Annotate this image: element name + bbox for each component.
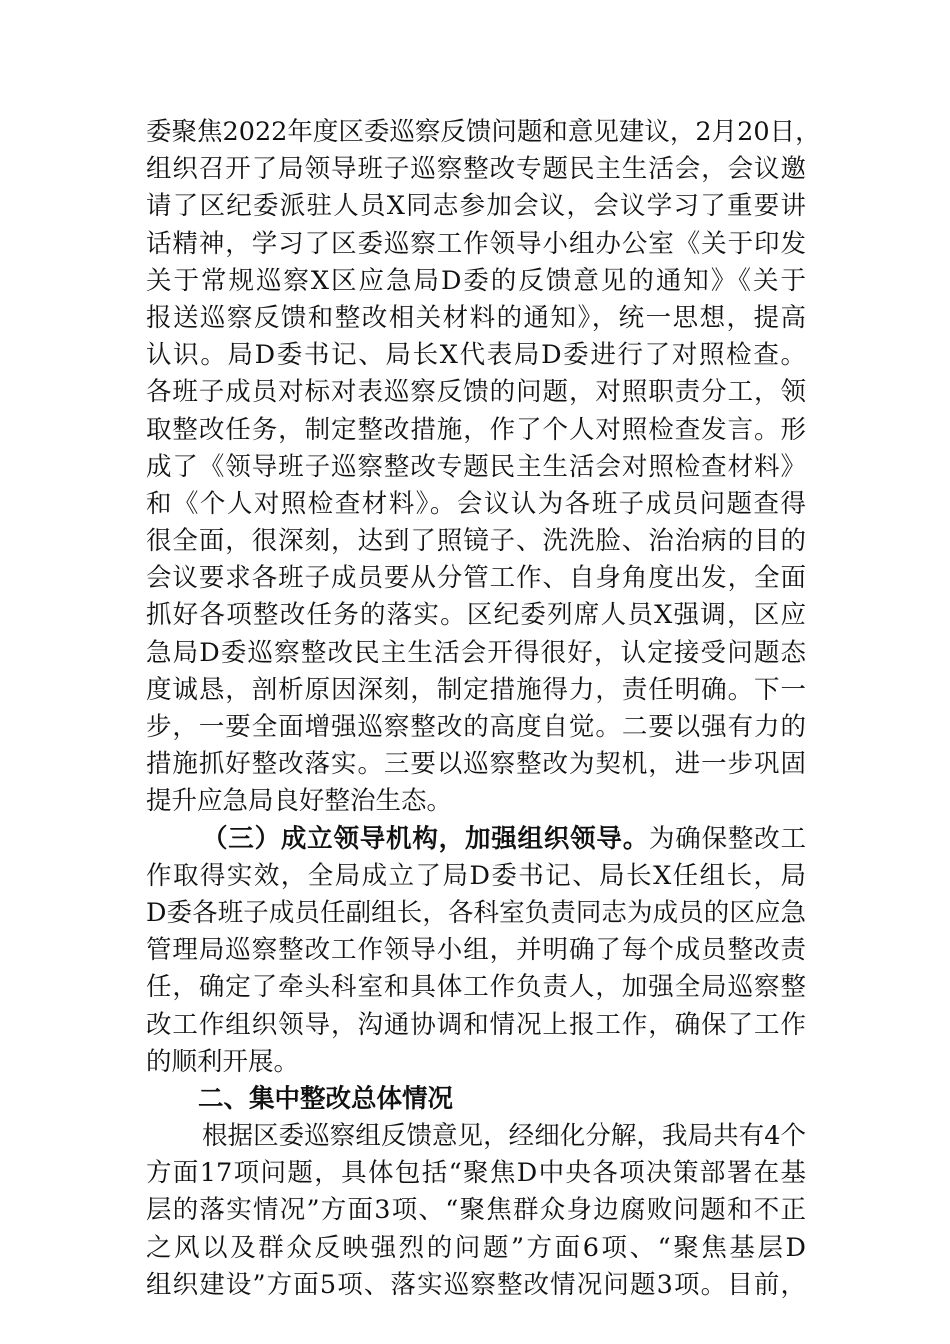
text-line: 话精神，学习了区委巡察工作领导小组办公室《关于印发 (146, 228, 806, 259)
text-line: 之风以及群众反映强烈的问题”方面6项、“聚焦基层D (146, 1232, 806, 1263)
text-line: 各班子成员对标对表巡察反馈的问题，对照职责分工，领 (146, 377, 806, 408)
text-line: 的顺利开展。 (146, 1046, 300, 1077)
text-line: 抓好各项整改任务的落实。区纪委列席人员X强调，区应 (146, 600, 806, 631)
paragraph-meeting (146, 114, 821, 821)
text-line: 层的落实情况”方面3项、“聚焦群众身边腐败问题和不正 (146, 1195, 806, 1226)
text-line: 组织召开了局领导班子巡察整改专题民主生活会，会议邀 (146, 154, 806, 185)
section-heading: 二、集中整改总体情况 (198, 1083, 454, 1114)
text-line: 作取得实效，全局成立了局D委书记、局长X任组长，局 (146, 860, 806, 891)
text-line: 认识。局D委书记、局长X代表局D委进行了对照检查。 (146, 340, 806, 371)
section-lead-bold: （三）成立领导机构，加强组织领导。 (202, 823, 649, 854)
text-line: D委各班子成员任副组长，各科室负责同志为成员的区应急 (146, 897, 806, 928)
text-line: 取整改任务，制定整改措施，作了个人对照检查发言。形 (146, 414, 806, 445)
text-line: 改工作组织领导，沟通协调和情况上报工作，确保了工作 (146, 1009, 806, 1040)
text-line: 报送巡察反馈和整改相关材料的通知》，统一思想，提高 (146, 302, 806, 333)
text-run: 为确保整改工 (649, 823, 806, 854)
text-line: 步，一要全面增强巡察整改的高度自觉。二要以强有力的 (146, 712, 806, 742)
document-body (146, 114, 821, 1304)
text-line: 急局D委巡察整改民主生活会开得很好，认定接受问题态 (146, 637, 806, 668)
text-line: 任，确定了牵头科室和具体工作负责人，加强全局巡察整 (146, 972, 806, 1003)
text-line: 委聚焦2022年度区委巡察反馈问题和意见建议，2月20日， (146, 117, 821, 147)
paragraph-leadership (146, 821, 806, 1081)
text-line: 关于常规巡察X区应急局D委的反馈意见的通知》《关于 (146, 265, 806, 296)
text-line: 和《个人对照检查材料》。会议认为各班子成员问题查得 (146, 488, 806, 519)
paragraph-overview (146, 1118, 806, 1304)
text-line: 请了区纪委派驻人员X同志参加会议，会议学习了重要讲 (146, 191, 806, 222)
text-line: 根据区委巡察组反馈意见，经细化分解，我局共有4个 (202, 1121, 806, 1152)
text-line: 组织建设”方面5项、落实巡察整改情况问题3项。目前， (146, 1269, 806, 1300)
text-line: 方面17项问题，具体包括“聚焦D中央各项决策部署在基 (146, 1158, 806, 1189)
text-line: 会议要求各班子成员要从分管工作、自身角度出发，全面 (146, 563, 806, 594)
text-line: 管理局巡察整改工作领导小组，并明确了每个成员整改责 (146, 935, 806, 966)
text-line: 度诚恳，剖析原因深刻，制定措施得力，责任明确。下一 (146, 674, 806, 705)
text-line: 成了《领导班子巡察整改专题民主生活会对照检查材料》 (146, 451, 806, 482)
text-line: 提升应急局良好整治生态。 (146, 786, 453, 817)
text-line: 很全面，很深刻，达到了照镜子、洗洗脸、治治病的目的 (146, 526, 806, 557)
text-line (146, 821, 806, 858)
text-line: 措施抓好整改落实。三要以巡察整改为契机，进一步巩固 (146, 749, 806, 780)
